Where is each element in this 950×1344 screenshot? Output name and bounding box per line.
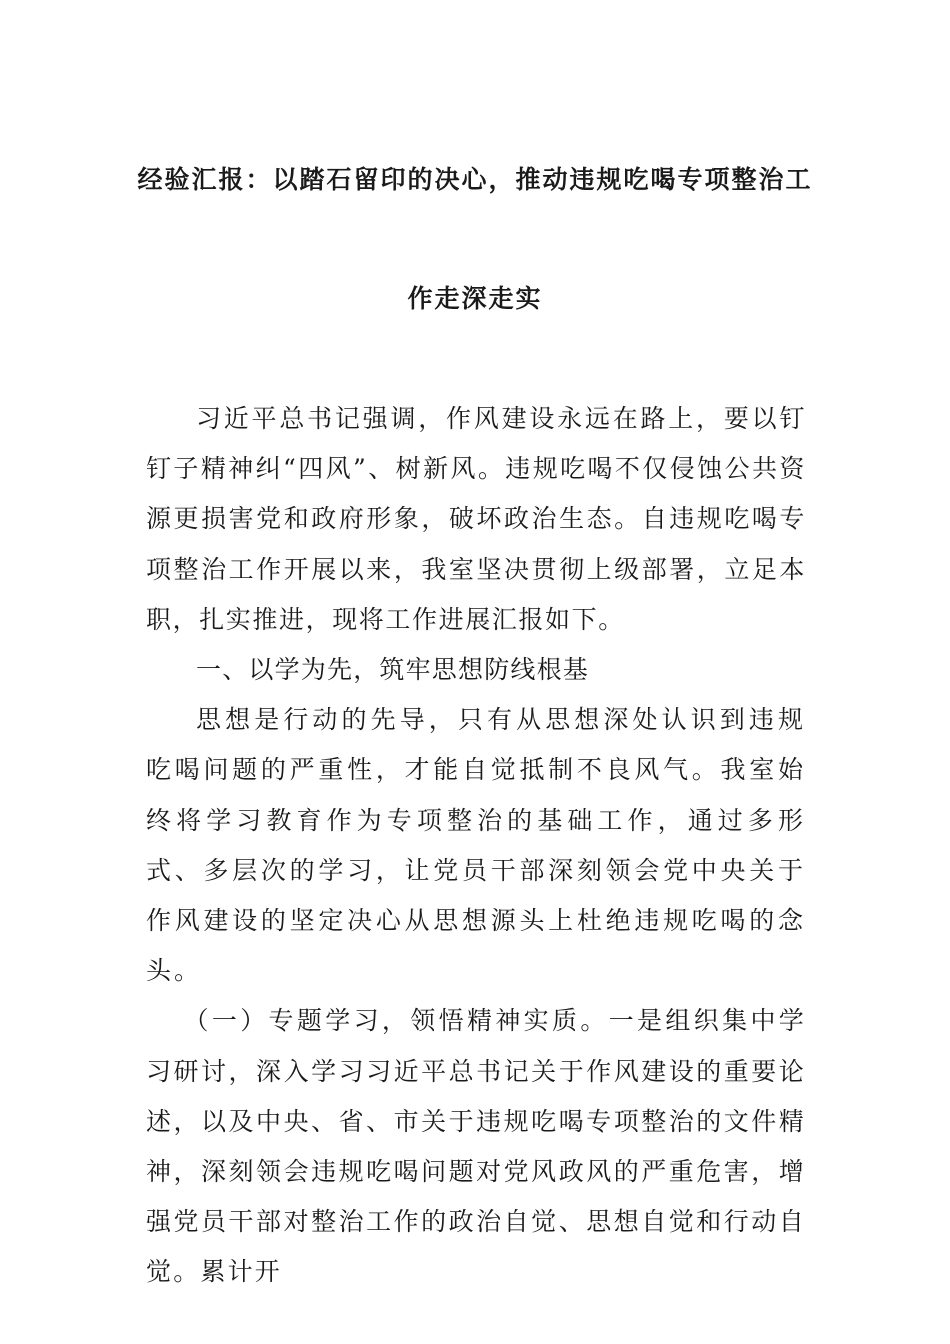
paragraph-subsection-1: （一）专题学习，领悟精神实质。一是组织集中学习研讨，深入学习习近平总书记关于作风建设的重要论述，以及中央、省、市关于违规吃喝专项整治的文件精神，深刻领会违规吃喝问题对党风政风的严重危害，增强党员干部对整治工作的政治自觉、思想自觉和行动自觉。累计开 xyxy=(146,1006,806,1287)
paragraph-intro: 习近平总书记强调，作风建设永远在路上，要以钉钉子精神纠“四风”、树新风。违规吃喝不仅侵蚀公共资源更损害党和政府形象，破坏政治生态。自违规吃喝专项整治工作开展以来，我室坚决贯彻上级部署，立足本职，扎实推进，现将工作进展汇报如下。 xyxy=(146,404,806,634)
section-heading-1: 一、以学为先，筑牢思想防线根基 xyxy=(196,655,590,685)
paragraph-section-1: 思想是行动的先导，只有从思想深处认识到违规吃喝问题的严重性，才能自觉抵制不良风气。我室始终将学习教育作为专项整治的基础工作，通过多形式、多层次的学习，让党员干部深刻领会党中央关于作风建设的坚定决心从思想源头上杜绝违规吃喝的念头。 xyxy=(146,705,806,986)
document-body xyxy=(146,394,806,1298)
document-title-line-2: 作走深走实 xyxy=(407,284,543,313)
document-title-line-1: 经验汇报：以踏石留印的决心，推动违规吃喝专项整治工 xyxy=(137,165,813,194)
